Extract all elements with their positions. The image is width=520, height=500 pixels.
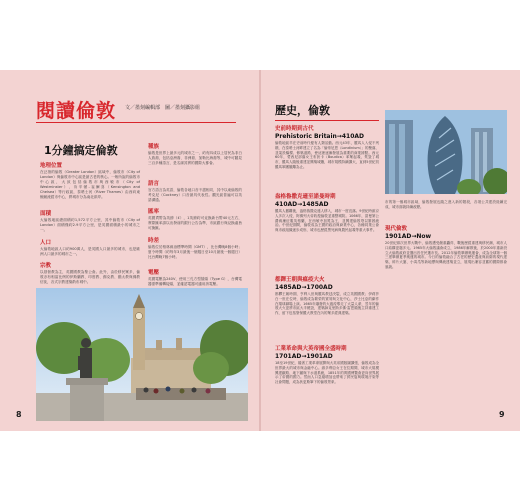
section-ethnicity bbox=[148, 144, 242, 166]
history-title: 歷史，倫敦 bbox=[275, 104, 330, 117]
era-heading: 現代倫敦 bbox=[385, 226, 408, 232]
era-dates: 410AD→1485AD bbox=[275, 201, 329, 208]
history-prehistoric bbox=[275, 126, 379, 170]
section-heading: 面積 bbox=[40, 211, 52, 217]
london-parliament-photo bbox=[36, 288, 248, 421]
page-number: 9 bbox=[499, 410, 505, 419]
page-number: 8 bbox=[16, 410, 22, 419]
era-heading: 都鐸王朝與瘟疫大火 bbox=[275, 277, 325, 283]
history-industrial bbox=[275, 346, 379, 385]
section-heading: 種族 bbox=[148, 144, 160, 150]
era-text: 18至19世紀，隨著工業革命展開與大英帝國版圖擴張，倫敦成為全世界最大的城市與金融中心。維多利亞女王在位期間，城市大規模興建鐵路、地下鐵與下水道系統，1851年的萬國博覽會更向世界展示了帝國的國力。然而人口急遽增加也帶來了貧民窟與環境汙染等社會問題，成為狄更斯筆下的倫敦景象。 bbox=[275, 361, 379, 385]
book-spread bbox=[0, 70, 520, 431]
section-title: 1分鐘搞定倫敦 bbox=[44, 144, 118, 157]
era-dates: 1485AD→1700AD bbox=[275, 284, 333, 291]
section-heading: 電壓 bbox=[148, 270, 160, 276]
section-text: 在泛指的倫敦（Greater London）區域中，倫敦市（City of London）與倫敦市中心區是最古老的核心。一般所說的倫敦市中心區，大致包括倫敦市與西敏市（City of Westminster）、肯辛頓-雀爾喜（Kensington and Chelsea）等行政區，泰晤士河（River Thames）由西向東蜿蜒流經市中心，將城市分為南北兩岸。 bbox=[40, 170, 140, 199]
section-text: 倫敦位於格林威治標準時間（GMT），比台灣晚8個小時；夏令時間（約每年3月最後一個週日至10月最後一個週日）比台灣晚7個小時。 bbox=[148, 245, 242, 259]
section-text: 英國電壓為240V，使用三孔方型插頭（Type G），台灣電器需準備轉接頭，並確認電器可適用該電壓。 bbox=[148, 277, 242, 286]
section-heading: 匯率 bbox=[148, 209, 160, 215]
section-heading: 人口 bbox=[40, 240, 52, 246]
section-heading: 地理位置 bbox=[40, 163, 63, 169]
gherkin-photo bbox=[385, 110, 507, 194]
section-text: 以基督教為主，英國國教為聖公會。此外，由於移民眾多，倫敦亦有相當比例的伊斯蘭教、印度教、錫克教、猶太教與佛教信徒，各式宗教建築散布城中。 bbox=[40, 270, 140, 284]
section-religion bbox=[40, 263, 140, 285]
era-heading: 史前時期到古代 bbox=[275, 126, 314, 132]
era-text: 20世紀兩次世界大戰中，倫敦遭受嚴重轟炸，戰後歷經重建與移民潮，城市人口結構更趨多元。1965年大倫敦議會成立，1986年解散後，於2000年重新設立大倫敦政府並選出首任民選市長。2012年倫敦舉辦奧運會，成為全球第一個三度舉辦夏季奧運的城市。今日的倫敦融合了古老的歷史遺產與前衛的現代建築，碎片大廈、小黃瓜等新地標與傳統建築並立，展現出兼容並蓄的國際都會風貌。 bbox=[385, 241, 507, 269]
byline: 文／墨刻編輯部 圖／墨刻攝影組 bbox=[125, 105, 201, 111]
section-text: 倫敦是世界上最多元的城市之一，約有四成以上居民為非白人族裔，包括亞洲裔、非洲裔、加勒比海裔等，城中可聽見三百多種語言，是名副其實的國際大都會。 bbox=[148, 151, 242, 165]
section-language bbox=[148, 181, 242, 203]
history-tudor bbox=[275, 277, 379, 316]
era-dates: 1901AD→Now bbox=[385, 233, 432, 240]
page-title: 閱讀倫敦 bbox=[36, 100, 117, 122]
section-text: 官方語言為英語，倫敦各地口音不盡相同，其中以東倫敦的考克尼（Cockney）口音最具代表性。觀光區普遍可以英語溝通。 bbox=[148, 188, 242, 202]
left-page bbox=[0, 70, 259, 431]
era-text: 都鐸王朝時期，亨利八世與羅馬教廷決裂，成立英國國教；伊莉莎白一世在位時，倫敦成為繁榮的貿易與文化中心，莎士比亞的劇作在環球劇場上演。1665年爆發的大瘟疫奪走了大量人命，翌年的倫敦大火更將市區大半燒毀，建築師克里斯多佛·雷恩隨後主持重建工作，留下包括聖保羅大教堂在內的眾多經典建築。 bbox=[275, 292, 379, 316]
era-heading: 工業革命與大英帝國全盛時期 bbox=[275, 346, 347, 352]
history-saxon-norman bbox=[275, 194, 379, 233]
section-text: 大倫敦地區總面積約1,572平方公里，其中倫敦市（City of London）面積僅約2.9平方公里，是英國面積最小的城市之一。 bbox=[40, 218, 140, 232]
section-population bbox=[40, 240, 140, 257]
section-heading: 宗教 bbox=[40, 263, 52, 269]
section-text: 大倫敦地區人口約900萬人，是英國人口最多的城市，也是歐洲人口最多的城市之一。 bbox=[40, 247, 140, 256]
section-area bbox=[40, 211, 140, 233]
era-dates: 1701AD→1901AD bbox=[275, 353, 333, 360]
section-voltage bbox=[148, 270, 242, 287]
title-rule bbox=[36, 122, 236, 123]
section-heading: 語言 bbox=[148, 181, 160, 187]
section-geography bbox=[40, 163, 140, 200]
section-heading: 時差 bbox=[148, 238, 160, 244]
section-text: 英國貨幣為英鎊（£），1英鎊約可兌換新台幣40元左右，實際匯率請以出發前的銀行公告為準，市區銀行與兌換處皆可換匯。 bbox=[148, 216, 242, 230]
section-exchange bbox=[148, 209, 242, 231]
title-rule bbox=[275, 120, 379, 121]
right-page bbox=[261, 70, 520, 431]
era-heading: 盎格魯撒克遜至諾曼時期 bbox=[275, 194, 336, 200]
parliament-illustration bbox=[36, 288, 248, 421]
era-text: 羅馬人撤離後，盎格魯撒克遜人移入，城市一度沒落。9世紀時維京人多次入侵，阿佛列大帝收復倫敦並重整城防。1066年，諾曼第公爵威廉征服英格蘭，在西敏寺加冕為王，並興建倫敦塔以鞏固統治。中世紀期間，倫敦成為王國的政治與商業中心，各種同業公會與市政組織逐步成形，城市也歷經黑死病與農民起義等重大事件。 bbox=[275, 209, 379, 233]
section-timezone bbox=[148, 238, 242, 260]
history-continued bbox=[385, 200, 507, 210]
era-text: 市的第一個城市區域，倫敦發展也隨之進入新的階段，各項公共建設陸續完成，城市面貌持續改變。 bbox=[385, 200, 507, 209]
history-modern bbox=[385, 226, 507, 270]
era-text: 倫敦地區早在史前時代便有人類活動。西元43年，羅馬人入侵不列顛，在泰晤士河畔建立了名為「倫蒂尼恩（Londinium）」的聚落，並架設橋樑、修築道路，使這裡逐漸發展為重要的商業據點。西元60年，愛西尼部落女王布狄卡（Boudica）率眾起義，焚毀了城市，羅馬人隨後重建並興築城牆，城市規模持續擴大，直到5世紀初羅馬軍團撤離為止。 bbox=[275, 141, 380, 169]
era-dates: Prehistoric Britain→410AD bbox=[275, 133, 364, 140]
gherkin-illustration bbox=[385, 110, 507, 194]
